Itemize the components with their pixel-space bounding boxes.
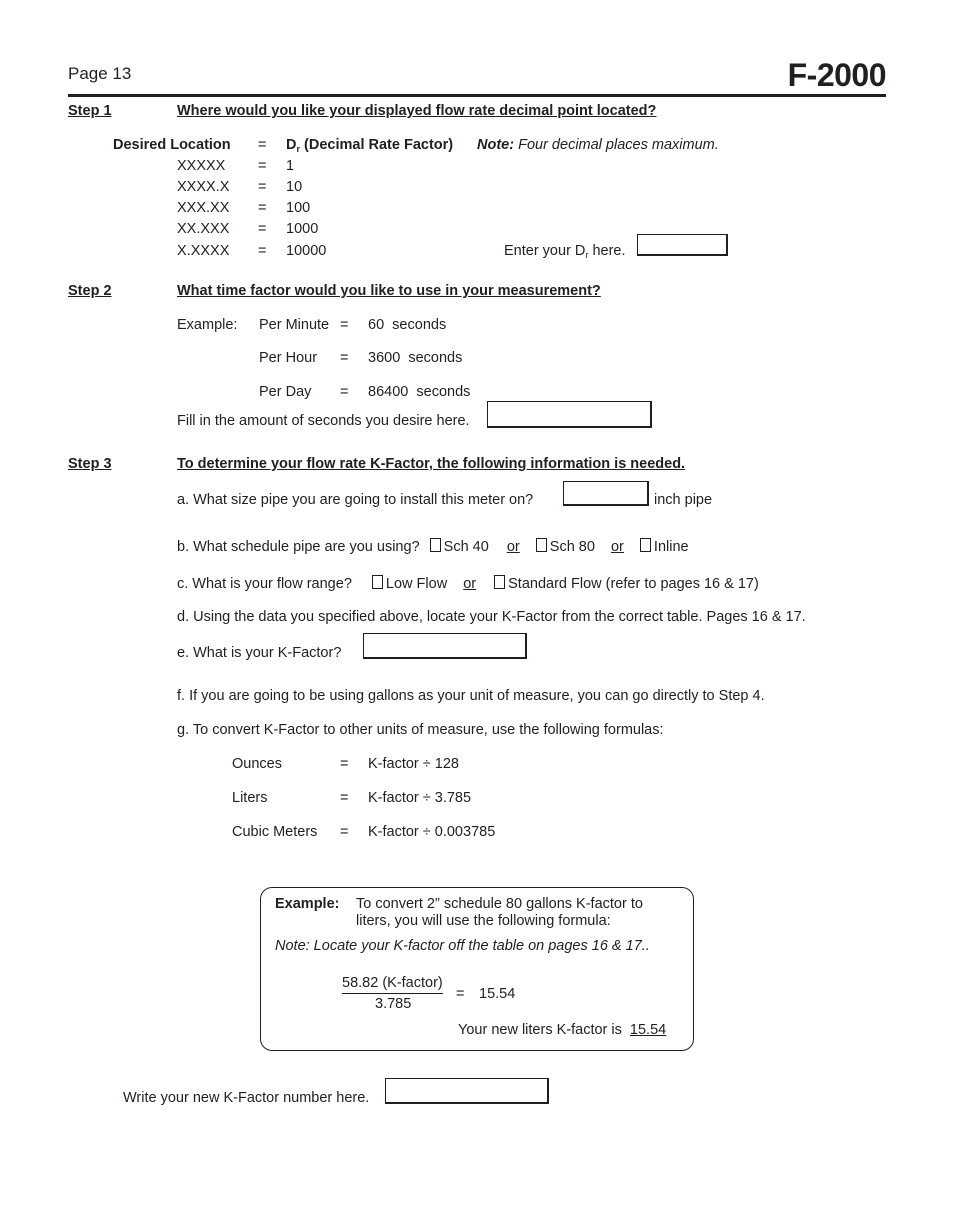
example-box-label: Example:	[275, 896, 340, 912]
pipe-size-question: a. What size pipe you are going to install this meter on?	[177, 492, 534, 508]
formula-expression: K-factor ÷ 128	[368, 756, 459, 772]
sch80-option[interactable]	[536, 539, 595, 555]
gallons-note: f. If you are going to be using gallons as your unit of measure, you can go directly to Step 4.	[177, 688, 765, 704]
example-label: Example:	[177, 317, 238, 333]
sch80-checkbox[interactable]	[536, 538, 547, 552]
step2-label: Step 2	[68, 283, 112, 299]
formula-unit: Cubic Meters	[232, 824, 318, 840]
enter-dr-label	[504, 243, 626, 259]
page-number: Page 13	[68, 64, 132, 83]
kfactor-question: e. What is your K-Factor?	[177, 645, 342, 661]
enter-dr-suffix: here.	[592, 243, 626, 259]
formula-equals: =	[340, 824, 349, 840]
fraction-result: 15.54	[479, 986, 516, 1002]
factor-value: 10000	[286, 243, 327, 259]
dr-label: (Decimal Rate Factor)	[304, 137, 454, 153]
row-equals: =	[258, 221, 267, 237]
or-label: or	[610, 539, 624, 555]
final-kfactor-label: Write your new K-Factor number here.	[123, 1090, 370, 1106]
standard-flow-option[interactable]	[494, 576, 759, 592]
factor-value: 100	[286, 200, 311, 216]
example-box-line1: To convert 2” schedule 80 gallons K-factor to	[356, 896, 643, 912]
final-kfactor-input[interactable]	[385, 1078, 549, 1104]
time-seconds: 3600 seconds	[368, 350, 463, 366]
time-equals: =	[340, 384, 349, 400]
example-box-note: Note: Locate your K-factor off the table on pages 16 & 17..	[275, 938, 650, 954]
enter-dr-prefix: Enter your D	[504, 243, 586, 259]
time-period: Per Day	[259, 384, 312, 400]
time-period: Per Hour	[259, 350, 318, 366]
location-value: XXXXX	[177, 158, 226, 174]
factor-value: 10	[286, 179, 303, 195]
time-seconds: 86400 seconds	[368, 384, 471, 400]
pipe-size-input[interactable]	[563, 481, 649, 506]
formula-equals: =	[340, 790, 349, 806]
seconds-input[interactable]	[487, 401, 652, 428]
location-value: XXXX.X	[177, 179, 230, 195]
sch80-label: Sch 80	[549, 539, 595, 555]
factor-value: 1	[286, 158, 295, 174]
inline-label: Inline	[653, 539, 689, 555]
row-equals: =	[258, 158, 267, 174]
result-value: 15.54	[629, 1022, 667, 1038]
row-equals: =	[258, 200, 267, 216]
enter-dr-sub: r	[585, 250, 589, 260]
flow-range-question-text: c. What is your flow range?	[177, 576, 352, 592]
factor-value: 1000	[286, 221, 319, 237]
flow-range-question	[177, 575, 759, 592]
location-value: X.XXXX	[177, 243, 230, 259]
fraction-numerator: 58.82 (K-factor)	[342, 975, 443, 994]
location-value: XXX.XX	[177, 200, 230, 216]
standard-flow-label: Standard Flow (refer to pages 16 & 17)	[508, 576, 759, 592]
dr-sub: r	[296, 144, 300, 154]
inline-checkbox[interactable]	[640, 538, 651, 552]
formula-unit: Ounces	[232, 756, 282, 772]
equals-header: =	[258, 137, 267, 153]
formula-equals: =	[340, 756, 349, 772]
note	[477, 137, 719, 153]
row-equals: =	[258, 243, 267, 259]
fraction-equals: =	[456, 986, 465, 1002]
step3-question: To determine your flow rate K-Factor, the following information is needed.	[177, 456, 686, 472]
time-equals: =	[340, 350, 349, 366]
or-label: or	[506, 539, 520, 555]
inline-option[interactable]	[640, 539, 689, 555]
seconds-label: Fill in the amount of seconds you desire here.	[177, 413, 470, 429]
low-flow-checkbox[interactable]	[372, 575, 383, 589]
note-label: Note:	[477, 137, 515, 153]
schedule-question-text: b. What schedule pipe are you using?	[177, 539, 420, 555]
example-box	[260, 887, 694, 1051]
formula-expression: K-factor ÷ 0.003785	[368, 824, 496, 840]
result-text	[458, 1022, 666, 1038]
time-seconds: 60 seconds	[368, 317, 447, 333]
sch40-label: Sch 40	[443, 539, 489, 555]
sch40-checkbox[interactable]	[430, 538, 441, 552]
step2-question: What time factor would you like to use in your measurement?	[177, 283, 601, 299]
kfactor-input[interactable]	[363, 633, 527, 659]
or-label: or	[463, 576, 477, 592]
step1-label: Step 1	[68, 103, 112, 119]
standard-flow-checkbox[interactable]	[494, 575, 505, 589]
sch40-option[interactable]	[430, 539, 489, 555]
low-flow-label: Low Flow	[385, 576, 448, 592]
schedule-question	[177, 538, 689, 555]
result-label: Your new liters K-factor is	[458, 1022, 622, 1038]
convert-instruction: g. To convert K-Factor to other units of measure, use the following formulas:	[177, 722, 664, 738]
row-equals: =	[258, 179, 267, 195]
step3-label: Step 3	[68, 456, 112, 472]
note-text: Four decimal places maximum.	[518, 137, 719, 153]
formula-expression: K-factor ÷ 3.785	[368, 790, 472, 806]
header-rule	[68, 94, 886, 97]
desired-location-header: Desired Location	[113, 137, 231, 153]
model-title: F-2000	[787, 57, 886, 93]
location-value: XX.XXX	[177, 221, 230, 237]
step1-question: Where would you like your displayed flow rate decimal point located?	[177, 103, 657, 119]
dr-d: D	[286, 137, 297, 153]
time-equals: =	[340, 317, 349, 333]
example-box-line2: liters, you will use the following formula:	[356, 913, 611, 929]
decimal-rate-factor-header	[286, 137, 453, 153]
fraction-denominator: 3.785	[375, 996, 412, 1012]
dr-input[interactable]	[637, 234, 728, 256]
low-flow-option[interactable]	[372, 576, 447, 592]
kfactor-locate-instruction: d. Using the data you specified above, locate your K-Factor from the correct table. Pages 16 & 17.	[177, 609, 806, 625]
formula-unit: Liters	[232, 790, 268, 806]
pipe-size-unit: inch pipe	[654, 492, 713, 508]
time-period: Per Minute	[259, 317, 330, 333]
